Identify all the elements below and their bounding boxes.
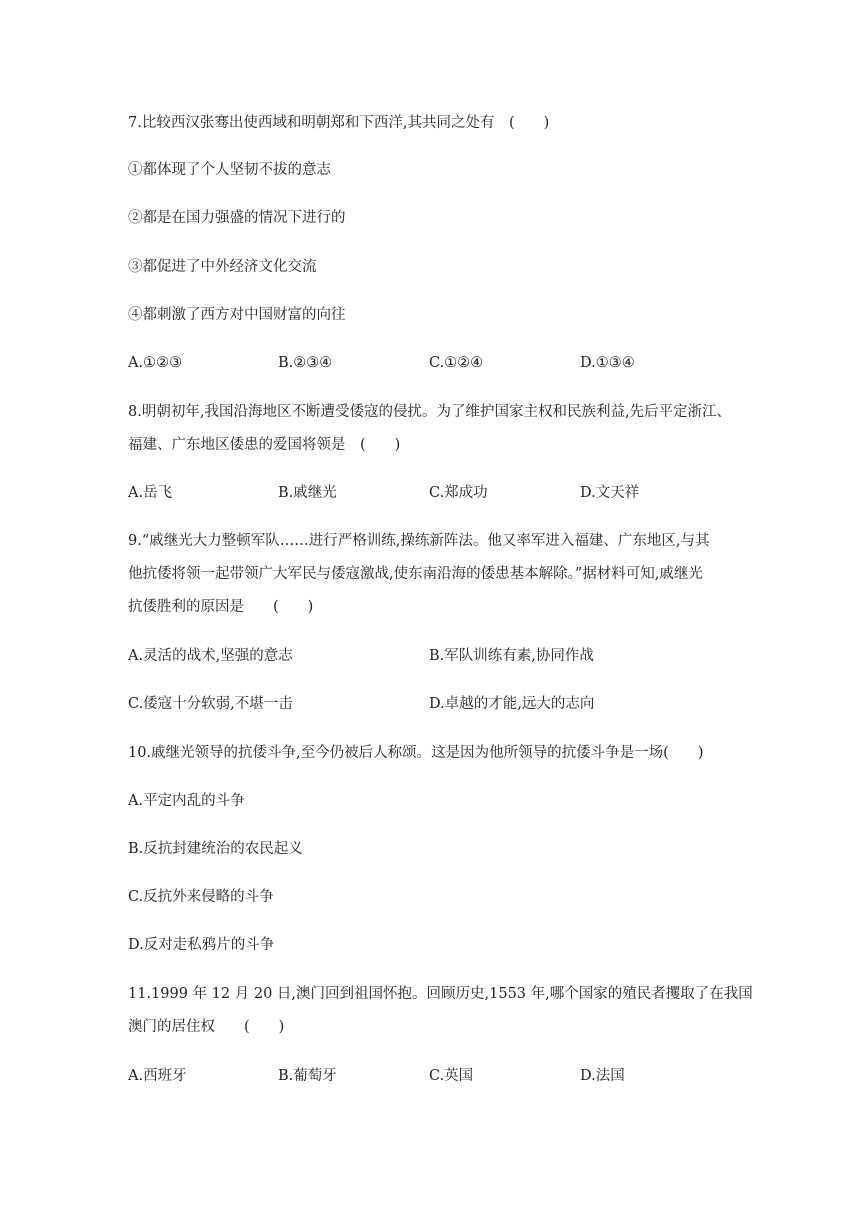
question-7-statement-4: ④都刺激了西方对中国财富的向往: [128, 307, 346, 323]
question-9-stem-line-2: 他抗倭将领一起带领广大军民与倭寇激战,使东南沿海的倭患基本解除。”据材料可知,戚继光: [128, 566, 703, 582]
question-9-stem-line-3: 抗倭胜利的原因是 ( ): [128, 599, 314, 615]
question-11-stem-line-1: 11.1999 年 12 月 20 日,澳门回到祖国怀抱。回顾历史,1553 年,哪个国家的殖民者攫取了在我国: [128, 986, 753, 1002]
question-11-option-b[interactable]: B.葡萄牙: [278, 1068, 337, 1084]
question-8-stem-line-1: 8.明朝初年,我国沿海地区不断遭受倭寇的侵扰。为了维护国家主权和民族利益,先后平定浙江、: [128, 404, 732, 420]
question-8-option-c[interactable]: C.郑成功: [429, 485, 488, 501]
question-8-option-b[interactable]: B.戚继光: [278, 485, 337, 501]
question-10-option-b[interactable]: B.反抗封建统治的农民起义: [128, 841, 303, 857]
question-7-option-c[interactable]: C.①②④: [429, 355, 484, 371]
question-7-option-b[interactable]: B.②③④: [278, 355, 333, 371]
question-11-option-a[interactable]: A.西班牙: [128, 1068, 187, 1084]
question-10-option-d[interactable]: D.反对走私鸦片的斗争: [128, 937, 275, 953]
question-7-statement-1: ①都体现了个人坚韧不拔的意志: [128, 162, 331, 178]
question-10-option-a[interactable]: A.平定内乱的斗争: [128, 793, 245, 809]
question-8-option-a[interactable]: A.岳飞: [128, 485, 173, 501]
question-8-stem-line-2: 福建、广东地区倭患的爱国将领是 ( ): [128, 437, 401, 453]
question-11-option-c[interactable]: C.英国: [429, 1068, 474, 1084]
question-11-stem-line-2: 澳门的居住权 ( ): [128, 1019, 285, 1035]
question-9-option-d[interactable]: D.卓越的才能,远大的志向: [429, 696, 595, 712]
question-9-option-b[interactable]: B.军队训练有素,协同作战: [429, 648, 594, 664]
question-7-option-d[interactable]: D.①③④: [580, 355, 635, 371]
question-9-stem-line-1: 9.“戚继光大力整顿军队……进行严格训练,操练新阵法。他又率军进入福建、广东地区,与其: [128, 533, 710, 549]
question-7-statement-2: ②都是在国力强盛的情况下进行的: [128, 210, 346, 226]
question-7-statement-3: ③都促进了中外经济文化交流: [128, 259, 317, 275]
question-10-option-c[interactable]: C.反抗外来侵略的斗争: [128, 889, 274, 905]
question-7-stem: 7.比较西汉张骞出使西域和明朝郑和下西洋,其共同之处有 ( ): [128, 115, 550, 131]
question-7-option-a[interactable]: A.①②③: [128, 355, 183, 371]
question-8-option-d[interactable]: D.文天祥: [580, 485, 640, 501]
question-11-option-d[interactable]: D.法国: [580, 1068, 625, 1084]
question-9-option-a[interactable]: A.灵活的战术,坚强的意志: [128, 648, 293, 664]
question-9-option-c[interactable]: C.倭寇十分软弱,不堪一击: [128, 696, 293, 712]
question-10-stem: 10.戚继光领导的抗倭斗争,至今仍被后人称颂。这是因为他所领导的抗倭斗争是一场( ): [128, 745, 704, 761]
